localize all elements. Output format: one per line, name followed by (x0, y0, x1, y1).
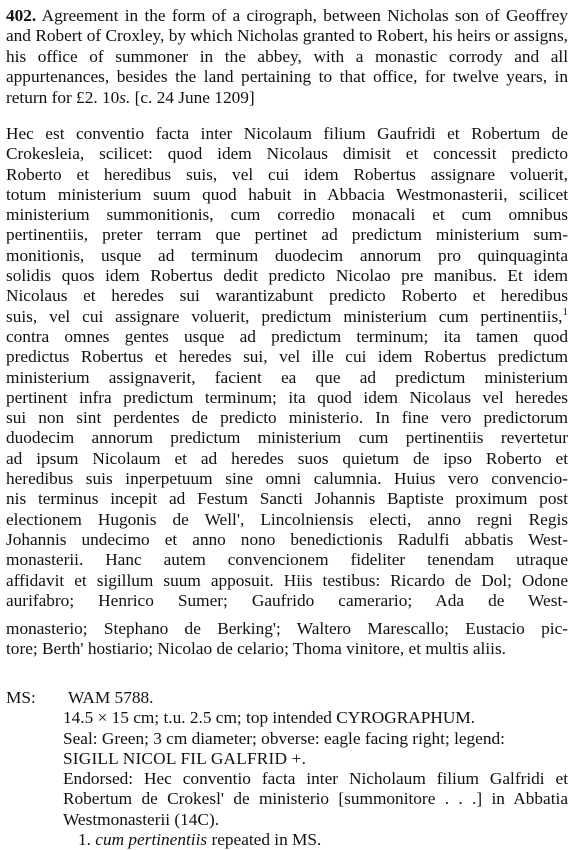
ms-endorsement: Robertum de Crokesl' de ministerio [summonitore . . .] in Abbatia (63, 789, 568, 809)
latin-line: Crokesleia, scilicet: quod idem Nicolaus dimisit et concessit predicto (6, 144, 568, 164)
ms-seal-legend: SIGILL NICOL FIL GALFRID +. (63, 748, 307, 768)
entry-heading (6, 6, 568, 108)
latin-line: monasterio; Stephano de Berking'; Waltero Marescallo; Eustacio pic- (6, 619, 568, 639)
latin-text (6, 124, 568, 660)
latin-line: Nicolaus et heredes sui warantizabunt predicto Roberto et heredibus (6, 286, 568, 306)
ms-label: MS: (6, 688, 36, 707)
latin-line: monitionis, usque ad terminum duodecim annorum pro quinquaginta (6, 245, 568, 265)
ms-endorsement: Westmonasterii (14C). (63, 809, 220, 829)
latin-line: Roberto et heredibus suis, vel cui idem Robertus assignare voluerit, (6, 164, 568, 184)
footnote-text: repeated in MS. (207, 830, 322, 850)
footnote-number: 1. (78, 830, 91, 850)
latin-line: contra omnes gentes usque ad predictum terminum; ita tamen quod (6, 326, 568, 346)
latin-line: ministerium summonitionis, cum corredio monacali et cum omnibus (6, 205, 568, 225)
entry-summary: Agreement in the form of a cirograph, between Nicholas son of Geoffrey and Robert of Croxley, by which Nicholas granted to Robert, his heirs or assigns, his office of summoner in the abbey, with a monastic corrody and all appurtenances, besides the land pertaining to that office, for twelve years, in return for £2. 10 (6, 6, 568, 107)
ms-seal: Seal: Green; 3 cm diameter; obverse: eagle facing right; legend: (63, 728, 505, 748)
latin-line: totum ministerium suum quod habuit in Abbacia Westmonasterii, scilicet (6, 184, 568, 204)
latin-line: tore; Berth' hostiario; Nicolao de celario; Thoma vinitore, et multis aliis. (6, 639, 506, 659)
latin-line: electionem Hugonis de Well', Lincolniensis electi, anno regni Regis (6, 509, 568, 529)
latin-line: monasterii. Hanc autem convencionem fideliter tenendam utraque (6, 550, 568, 570)
latin-line: ad ipsum Nicolaum et ad heredes suos quietum de ipso Roberto et (6, 448, 568, 468)
latin-line: pertinent infra predictum terminum; ita quod idem Nicolaus vel heredes (6, 387, 568, 407)
latin-line: affidavit et sigillum suum apposuit. Hiis testibus: Ricardo de Dol; Odone (6, 570, 568, 590)
latin-line: Hec est conventio facta inter Nicolaum filium Gaufridi et Robertum de (6, 124, 568, 143)
latin-line-with-footnote (6, 307, 568, 327)
footnote-reference: 1 (562, 305, 568, 318)
footnote (6, 830, 568, 850)
entry-summary-italic: s. (119, 87, 131, 107)
latin-line: solidis quos idem Robertus dedit predicto Nicolao pre manibus. Et idem (6, 266, 568, 286)
ms-endorsement: Endorsed: Hec conventio facta inter Nicholaum filium Galfridi et (63, 769, 568, 789)
latin-line: Johannis undecimo et anno nono benedictionis Radulfi abbatis West- (6, 529, 568, 549)
latin-line: sui non sint perdentes de predicto ministerio. In fine vero predictorum (6, 408, 568, 428)
latin-line: aurifabro; Henrico Sumer; Gaufrido camerario; Ada de West- (6, 590, 568, 610)
entry-date: [c. 24 June 1209] (130, 87, 255, 107)
entry-number: 402. (6, 6, 37, 25)
latin-line: ministerium assignaverit, facient ea que ad predictum ministerium (6, 367, 568, 387)
footnote-italic: cum pertinentiis (95, 830, 208, 850)
latin-line: pertinentiis, preter terram que pertinet ad predictum ministerium sum- (6, 225, 568, 245)
latin-line-text: suis, vel cui assignare voluerit, predictum ministerium cum pertinentiis, (6, 306, 563, 326)
latin-line: heredibus suis inperpetuum sine omni calumnia. Huius vero convencio- (6, 469, 568, 489)
manuscript-notes (6, 688, 568, 850)
latin-line: nis terminus incepit ad Festum Sancti Johannis Baptiste proximum post (6, 489, 568, 509)
latin-line: predictus Robertus et heredes sui, vel ille cui idem Robertus predictum (6, 347, 568, 367)
ms-dimensions: 14.5 × 15 cm; t.u. 2.5 cm; top intended CYROGRAPHUM. (63, 708, 476, 728)
latin-line: duodecim annorum predictum ministerium cum pertinentiis revertetur (6, 428, 568, 448)
ms-reference-line (6, 688, 568, 708)
ms-reference: WAM 5788. (68, 688, 154, 707)
